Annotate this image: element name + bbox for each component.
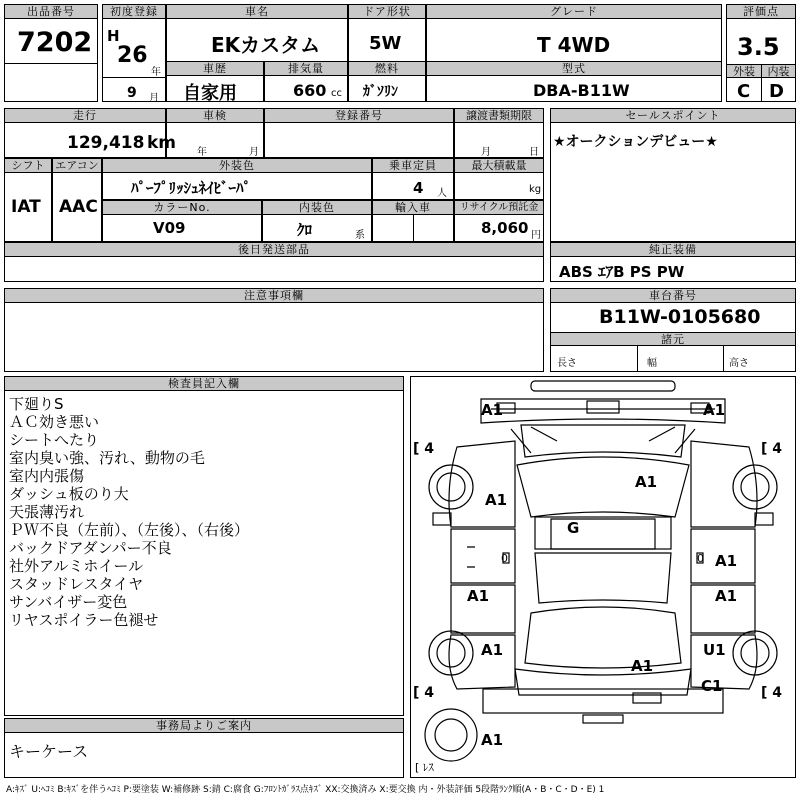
history-box: 車歴 自家用 bbox=[166, 61, 264, 102]
inspector-line: 社外アルミホイール bbox=[9, 557, 144, 575]
inspector-line: ＰＷ不良（左前）、（左後）、（右後） bbox=[9, 521, 250, 539]
first-reg-year: 26 bbox=[117, 43, 148, 68]
genuine-box: 純正装備 ABS ｴｱB PS PW bbox=[550, 242, 796, 282]
inspector-line: ダッシュ板のり大 bbox=[9, 485, 129, 503]
int-color-value: ｸﾛ bbox=[297, 221, 313, 239]
displacement-box: 排気量 660 cc bbox=[264, 61, 348, 102]
capacity-box: 乗車定員 4 人 bbox=[372, 158, 454, 200]
first-reg-month: 9 bbox=[127, 85, 137, 101]
max-load-box: 最大積載量 kg bbox=[454, 158, 544, 200]
fuel-value: ｶﾞｿﾘﾝ bbox=[363, 84, 398, 100]
chassis-value: B11W-0105680 bbox=[599, 306, 761, 328]
color-no-box: カラーNo. V09 bbox=[102, 200, 262, 242]
legend: A:ｷｽﾞ U:ﾍｺﾐ B:ｷｽﾞを伴うﾍｺﾐ P:要塗装 W:補修跡 S:錆 C:腐食 G:ﾌﾛﾝﾄｶﾞﾗｽ点ｷｽﾞ XX:交換済み X:要交換 内・外装評価 5段階ﾗﾝｸ順(A・B・C・D・E) 1 bbox=[6, 785, 605, 795]
inspector-box: 検査員記入欄 下廻りS ＡＣ効き悪い シートへたり 室内臭い強、汚れ、動物の毛 室内内張傷 ダッシュ板のり大 天張薄汚れ ＰＷ不良（左前）、（左後）、（右後） バックドアダンパー不良 社外アルミホイール スタッドレスタイヤ サンバイザー変色 リヤスポイラー色褪せ bbox=[4, 376, 404, 716]
selling-point-box: セールスポイント ★オークションデビュー★ bbox=[550, 108, 796, 242]
inspection-box: 車検 年 月 bbox=[166, 108, 264, 158]
grade-value: T 4WD bbox=[537, 33, 611, 57]
interior-grade: D bbox=[769, 81, 784, 102]
ext-color-box: 外装色 ﾊﾟｰﾌﾟﾘｯｼｭﾈｲﾋﾞｰﾊﾟ bbox=[102, 158, 372, 200]
fuel-box: 燃料 ｶﾞｿﾘﾝ bbox=[348, 61, 426, 102]
capacity-value: 4 bbox=[413, 179, 424, 197]
car-diagram bbox=[411, 377, 795, 777]
later-parts-box: 後日発送部品 bbox=[4, 242, 544, 282]
first-reg-box: 初度登録 H 26 年 9 月 bbox=[102, 4, 166, 102]
selling-point-text: ★オークションデビュー★ bbox=[553, 134, 718, 150]
first-reg-label: 初度登録 bbox=[103, 5, 165, 19]
office-box: 事務局よりご案内 キーケース bbox=[4, 718, 404, 778]
car-name-label: 車名 bbox=[167, 5, 347, 19]
door-value: 5W bbox=[369, 33, 402, 54]
chassis-box: 車台番号 B11W-0105680 諸元 長さ 幅 高さ bbox=[550, 288, 796, 372]
inspector-line: スタッドレスタイヤ bbox=[9, 575, 144, 593]
int-color-box: 内装色 ｸﾛ 系 bbox=[262, 200, 372, 242]
model-value: DBA-B11W bbox=[533, 81, 630, 100]
exterior-grade: C bbox=[737, 81, 751, 102]
door-box: ドア形状 5W bbox=[348, 4, 426, 62]
genuine-value: ABS ｴｱB PS PW bbox=[559, 263, 685, 281]
inspector-line: 室内臭い強、汚れ、動物の毛 bbox=[9, 449, 205, 467]
inspector-line: 室内内張傷 bbox=[9, 467, 85, 485]
score-box: 評価点 3.5 外装 内装 C D bbox=[726, 4, 796, 102]
color-no-value: V09 bbox=[153, 219, 186, 237]
car-diagram-box: A1 A1 [ 4 [ 4 A1 A1 G 0 0 A1 A1 A1 A1 U1 A1 C1 [ 4 [ 4 A1 [ ﾚｽ bbox=[410, 376, 796, 778]
inspector-line: 天張薄汚れ bbox=[9, 503, 85, 521]
lot-number: 7202 bbox=[17, 27, 93, 58]
mileage-box: 走行 129,418 km bbox=[4, 108, 166, 158]
history-value: 自家用 bbox=[183, 83, 237, 104]
shift-box: シフト IAT bbox=[4, 158, 52, 242]
inspector-line: 下廻りS bbox=[9, 395, 64, 413]
inspector-line: シートへたり bbox=[9, 431, 100, 449]
aircon-box: エアコン AAC bbox=[52, 158, 102, 242]
inspector-line: バックドアダンパー不良 bbox=[9, 539, 172, 557]
recycle-value: 8,060 bbox=[481, 219, 529, 237]
lot-label: 出品番号 bbox=[5, 5, 97, 19]
grade-box: グレード T 4WD bbox=[426, 4, 722, 62]
transfer-box: 譲渡書類期限 月 日 bbox=[454, 108, 544, 158]
inspector-line: サンバイザー変色 bbox=[9, 593, 128, 611]
first-reg-era: H bbox=[107, 27, 120, 45]
inspector-lines bbox=[9, 395, 249, 629]
shift-value: IAT bbox=[11, 197, 41, 217]
model-box: 型式 DBA-B11W bbox=[426, 61, 722, 102]
recycle-box: リサイクル預託金 8,060 円 bbox=[454, 200, 544, 242]
displacement-value: 660 bbox=[293, 81, 327, 100]
mileage-value: 129,418 bbox=[67, 133, 145, 153]
car-name-value: EKカスタム bbox=[211, 33, 321, 57]
import-box: 輸入車 bbox=[372, 200, 454, 242]
reg-no-box: 登録番号 bbox=[264, 108, 454, 158]
ext-color-value: ﾊﾟｰﾌﾟﾘｯｼｭﾈｲﾋﾞｰﾊﾟ bbox=[131, 179, 252, 197]
office-value: キーケース bbox=[9, 742, 89, 761]
inspector-line: ＡＣ効き悪い bbox=[9, 413, 100, 431]
lot-box bbox=[4, 4, 98, 102]
notes-box: 注意事項欄 bbox=[4, 288, 544, 372]
inspector-line: リヤスポイラー色褪せ bbox=[9, 611, 159, 629]
aircon-value: AAC bbox=[59, 197, 98, 217]
car-name-box bbox=[166, 4, 348, 62]
score-value: 3.5 bbox=[737, 33, 780, 61]
